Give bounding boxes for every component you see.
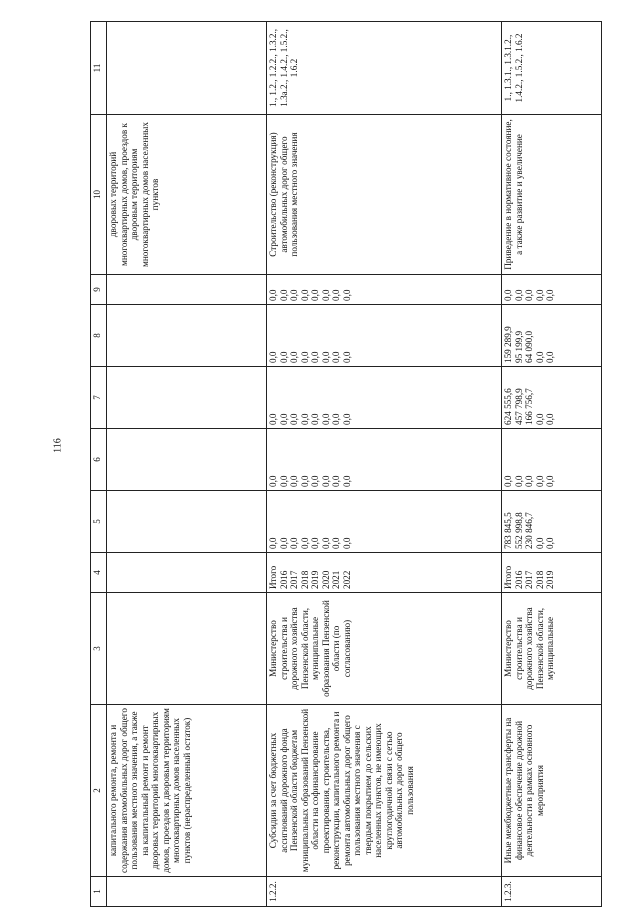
- table-row: [107, 22, 267, 907]
- amount-value: 0,0: [341, 475, 352, 487]
- year-value: 2016: [513, 570, 524, 589]
- indicator-links: [107, 22, 267, 115]
- amount-value: 0,0: [299, 475, 310, 487]
- expected-result: дворовых территорий многоквартирных домов, проездов к дворовым территориям многоквартирных домов населенных пунктов: [107, 115, 267, 275]
- amount-cell: [107, 367, 267, 429]
- year-value: 2018: [299, 570, 310, 589]
- amount-cell: [502, 429, 602, 491]
- col-head: 10: [91, 115, 107, 275]
- year-value: Итого: [268, 565, 278, 589]
- amount-cell: [267, 367, 502, 429]
- amount-value: 0,0: [331, 351, 341, 363]
- year-cell: [267, 553, 502, 593]
- activity-name: Иные межбюджетные трансферты на финансовое обеспечение дорожной деятельности в рамках основного мероприятия: [502, 705, 602, 877]
- col-head: 1: [91, 877, 107, 907]
- amount-value: 0,0: [545, 289, 555, 301]
- amount-value: 0,0: [278, 475, 289, 487]
- amount-value: 0,0: [268, 475, 278, 487]
- amount-value: 0,0: [268, 289, 278, 301]
- amount-cell: [502, 367, 602, 429]
- amount-cell: [107, 305, 267, 367]
- col-head: 2: [91, 705, 107, 877]
- amount-value: 0,0: [534, 537, 545, 549]
- amount-value: 0,0: [299, 413, 310, 425]
- amount-value: 0,0: [534, 351, 545, 363]
- amount-value: 0,0: [268, 351, 278, 363]
- amount-value: 0,0: [320, 289, 331, 301]
- amount-value: 0,0: [310, 537, 320, 549]
- amount-value: 0,0: [534, 413, 545, 425]
- amount-value: 0,0: [534, 475, 545, 487]
- expected-result: Строительство (реконструкция) автомобильных дорог общего пользования местного значения: [267, 115, 502, 275]
- amount-value: 552 998,8: [513, 512, 524, 549]
- amount-cell: [267, 305, 502, 367]
- year-value: 2022: [341, 570, 352, 589]
- table-row: [267, 22, 502, 907]
- amount-value: 0,0: [524, 475, 534, 487]
- amount-value: 0,0: [331, 475, 341, 487]
- amount-cell: [502, 491, 602, 553]
- amount-value: 0,0: [310, 413, 320, 425]
- amount-value: 0,0: [545, 475, 555, 487]
- amount-cell: [502, 275, 602, 305]
- amount-value: 457 798,9: [513, 388, 524, 425]
- executor: Министерство строительства и дорожного хозяйства Пензенской области, муниципальные образования Пензенской области (по согласованию): [267, 593, 502, 705]
- year-cell: [107, 553, 267, 593]
- indicator-links: 1., 1.2., 1.2.2., 1.3.2., 1.3а.2., 1.4.2., 1.5.2., 1.6.2: [267, 22, 502, 115]
- amount-value: 0,0: [310, 351, 320, 363]
- amount-value: 0,0: [320, 351, 331, 363]
- amount-value: 0,0: [545, 413, 555, 425]
- amount-value: 0,0: [331, 537, 341, 549]
- year-value: 2019: [310, 570, 320, 589]
- amount-value: 0,0: [341, 289, 352, 301]
- row-number: 1.2.3.: [502, 877, 602, 907]
- indicator-links: 1., 1.3.1., 1.3.1.2., 1.4.2., 1.5.2., 1.6.2: [502, 22, 602, 115]
- col-head: 4: [91, 553, 107, 593]
- year-value: 2021: [331, 570, 341, 589]
- amount-cell: [107, 429, 267, 491]
- col-head: 9: [91, 275, 107, 305]
- executor: Министерство строительства и дорожного хозяйства Пензенской области, муниципальные: [502, 593, 602, 705]
- amount-value: 0,0: [289, 537, 299, 549]
- amount-value: 0,0: [289, 289, 299, 301]
- amount-value: 0,0: [503, 475, 513, 487]
- amount-value: 0,0: [310, 475, 320, 487]
- amount-value: 159 289,9: [503, 326, 513, 363]
- year-value: 2016: [278, 570, 289, 589]
- row-number: 1.2.2.: [267, 877, 502, 907]
- year-value: 2018: [534, 570, 545, 589]
- col-head: 7: [91, 367, 107, 429]
- amount-value: 0,0: [320, 413, 331, 425]
- year-value: 2020: [320, 570, 331, 589]
- rotated-table-sheet: [90, 22, 600, 907]
- amount-value: 0,0: [320, 475, 331, 487]
- amount-cell: [267, 429, 502, 491]
- col-head: 5: [91, 491, 107, 553]
- col-head: 3: [91, 593, 107, 705]
- activity-name: Субсидии за счет бюджетных ассигнований дорожного фонда Пензенской области бюджетам муниципальных образований Пензенской области на софинансирование проектирования, строительства, реконструкции, капитального ремонта и ремонта автомобильных дорог общего пользования местного значения с твердым покрытием до сельских населенных пунктов, не имеющих круглогодичной связи с сетью автомобильных дорог общего пользования: [267, 705, 502, 877]
- amount-value: 0,0: [268, 413, 278, 425]
- amount-value: 0,0: [331, 413, 341, 425]
- amount-value: 230 846,7: [524, 512, 534, 549]
- activity-name: капитального ремонта, ремонта и содержания автомобильных дорог общего пользования местного значения, а также на капитальный ремонт и ремонт дворовых территорий многоквартирных домов, проездов к дворовым территориям многоквартирных домов населенных пунктов (нераспределенный остаток): [107, 705, 267, 877]
- amount-cell: [502, 305, 602, 367]
- col-head: 6: [91, 429, 107, 491]
- year-cell: [502, 553, 602, 593]
- program-table: [90, 21, 602, 907]
- amount-value: 783 845,5: [503, 512, 513, 549]
- amount-value: 624 555,6: [503, 388, 513, 425]
- amount-value: 0,0: [524, 289, 534, 301]
- amount-value: 0,0: [310, 289, 320, 301]
- page-number: 116: [52, 438, 64, 453]
- amount-value: 0,0: [320, 537, 331, 549]
- year-value: 2017: [524, 570, 534, 589]
- executor: [107, 593, 267, 705]
- table-row: [502, 22, 602, 907]
- amount-value: 0,0: [503, 289, 513, 301]
- amount-cell: [107, 491, 267, 553]
- year-value: 2017: [289, 570, 299, 589]
- amount-value: 0,0: [331, 289, 341, 301]
- amount-value: 0,0: [513, 289, 524, 301]
- amount-value: 0,0: [289, 475, 299, 487]
- amount-value: 0,0: [289, 351, 299, 363]
- amount-value: 166 756,7: [524, 388, 534, 425]
- col-head: 8: [91, 305, 107, 367]
- amount-value: 95 199,9: [513, 330, 524, 363]
- column-number-row: [91, 22, 107, 907]
- year-value: Итого: [503, 565, 513, 589]
- col-head: 11: [91, 22, 107, 115]
- amount-value: 64 090,0: [524, 330, 534, 363]
- amount-value: 0,0: [545, 351, 555, 363]
- amount-value: 0,0: [341, 351, 352, 363]
- amount-cell: [107, 275, 267, 305]
- amount-value: 0,0: [513, 475, 524, 487]
- amount-value: 0,0: [545, 537, 555, 549]
- row-number: [107, 877, 267, 907]
- amount-value: 0,0: [299, 289, 310, 301]
- amount-value: 0,0: [278, 537, 289, 549]
- amount-value: 0,0: [299, 537, 310, 549]
- year-value: 2019: [545, 570, 555, 589]
- amount-value: 0,0: [534, 289, 545, 301]
- amount-cell: [267, 491, 502, 553]
- amount-value: 0,0: [299, 351, 310, 363]
- amount-value: 0,0: [278, 413, 289, 425]
- amount-value: 0,0: [278, 289, 289, 301]
- expected-result: Приведение в нормативное состояние, а также развитие и увеличение: [502, 115, 602, 275]
- amount-value: 0,0: [289, 413, 299, 425]
- amount-value: 0,0: [341, 537, 352, 549]
- amount-value: 0,0: [268, 537, 278, 549]
- amount-value: 0,0: [278, 351, 289, 363]
- amount-value: 0,0: [341, 413, 352, 425]
- amount-cell: [267, 275, 502, 305]
